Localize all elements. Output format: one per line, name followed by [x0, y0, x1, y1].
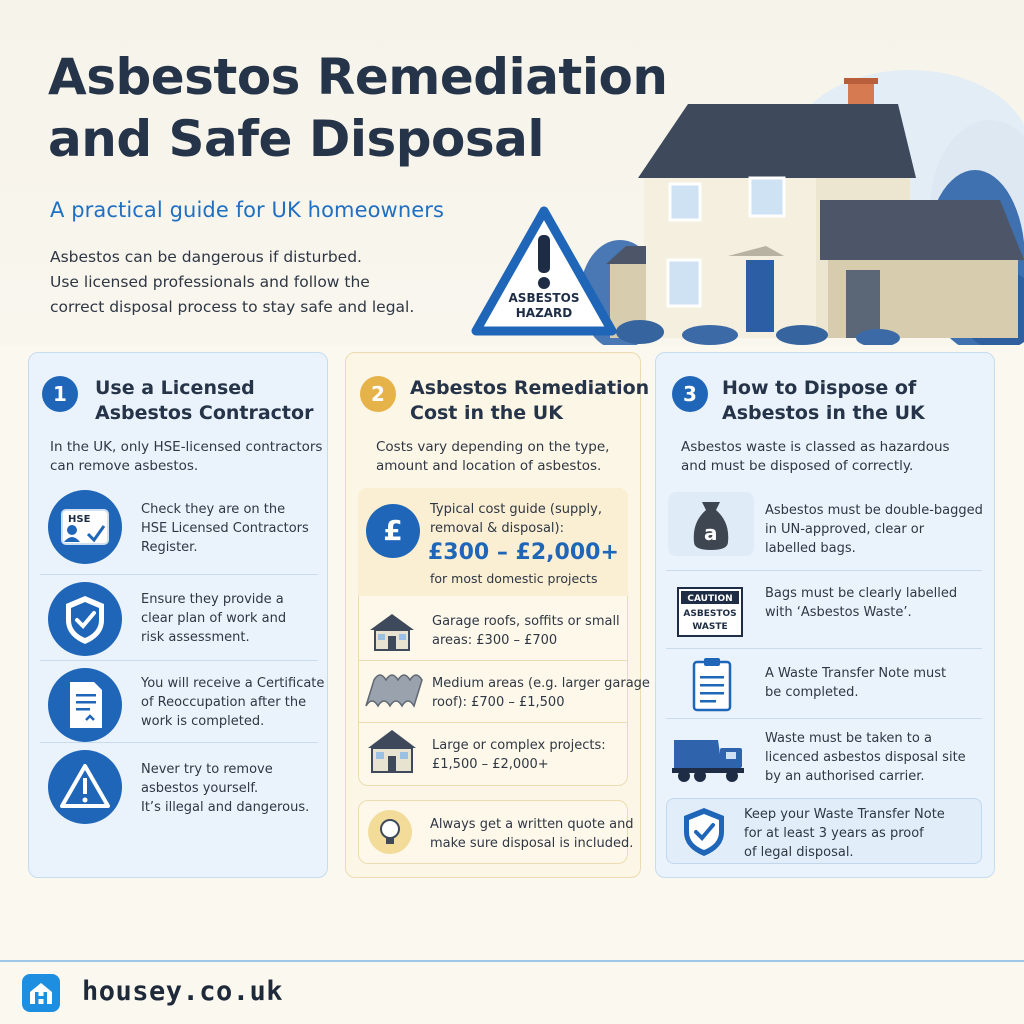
section-3-item-4 — [765, 729, 966, 786]
section-2-title-line: Asbestos Remediation — [410, 377, 650, 399]
divider — [40, 574, 318, 575]
caution-label-icon — [668, 580, 754, 644]
caution-text: CAUTION — [687, 594, 733, 604]
item-text-line: HSE Licensed Contractors — [141, 521, 309, 536]
item-text-line: licenced asbestos disposal site — [765, 750, 966, 765]
shield-check-icon — [680, 804, 728, 858]
section-number-1: 1 — [42, 376, 78, 412]
page-title — [48, 46, 708, 170]
item-text-line: Never try to remove — [141, 762, 273, 777]
title-line-2: and Safe Disposal — [48, 110, 545, 168]
bag-icon-text: a — [704, 521, 718, 545]
divider — [666, 648, 982, 649]
keep-note-text — [744, 805, 945, 862]
item-text-line: Register. — [141, 540, 198, 555]
divider — [40, 742, 318, 743]
section-2-item-2 — [432, 674, 650, 712]
item-text-line: areas: £300 – £700 — [432, 633, 558, 648]
section-3-description-line: Asbestos waste is classed as hazardous — [681, 439, 950, 455]
divider — [666, 570, 982, 571]
hse-card-icon — [48, 490, 122, 564]
section-2-item-3 — [432, 736, 606, 774]
item-text-line: be completed. — [765, 685, 859, 700]
item-text-line: Waste must be taken to a — [765, 731, 932, 746]
section-1-description-line: In the UK, only HSE-licensed contractors — [50, 439, 323, 455]
section-1-title — [95, 376, 313, 426]
intro-text — [50, 245, 450, 320]
section-1-title-line: Use a Licensed — [95, 377, 255, 399]
section-3-description-line: and must be disposed of correctly. — [681, 458, 914, 474]
section-3-item-3 — [765, 664, 946, 702]
section-number-3: 3 — [672, 376, 708, 412]
title-line-1: Asbestos Remediation — [48, 48, 668, 106]
item-text-line: roof): £700 – £1,500 — [432, 695, 565, 710]
section-3-item-1 — [765, 501, 983, 558]
cost-guide-label-line: removal & disposal): — [430, 521, 564, 536]
small-house-icon — [366, 610, 418, 654]
item-text-line: asbestos yourself. — [141, 781, 259, 796]
section-2-title — [410, 376, 649, 426]
certificate-icon — [48, 668, 122, 742]
tip-text-line: Always get a written quote and — [430, 817, 634, 832]
item-text-line: in UN-approved, clear or — [765, 522, 925, 537]
divider — [358, 660, 628, 661]
asbestos-hazard-sign — [470, 205, 618, 337]
item-text-line: Asbestos must be double-bagged — [765, 503, 983, 518]
cost-range-note: for most domestic projects — [430, 571, 598, 586]
lightbulb-icon — [368, 810, 412, 854]
section-1-item-2 — [141, 590, 286, 647]
caution-text: ASBESTOS — [683, 609, 737, 619]
item-text-line: with ‘Asbestos Waste’. — [765, 605, 912, 620]
section-3-item-2 — [765, 584, 957, 622]
intro-line: Asbestos can be dangerous if disturbed. — [50, 248, 362, 266]
keep-note-line: Keep your Waste Transfer Note — [744, 807, 945, 822]
item-text-line: work is completed. — [141, 714, 265, 729]
section-1-item-3 — [141, 674, 324, 731]
clipboard-icon — [668, 654, 754, 718]
keep-note-line: for at least 3 years as proof — [744, 826, 924, 841]
large-house-icon — [366, 728, 420, 774]
section-3-description — [681, 438, 950, 476]
section-1-description — [50, 438, 322, 476]
waste-bag-icon — [668, 492, 754, 556]
section-2-item-1 — [432, 612, 620, 650]
keep-note-line: of legal disposal. — [744, 845, 854, 860]
cost-guide-label — [430, 500, 602, 538]
hazard-label-line: ASBESTOS — [508, 291, 580, 305]
hazard-label-line: HAZARD — [515, 306, 573, 320]
corrugated-roof-icon — [362, 670, 424, 714]
page-subtitle: A practical guide for UK homeowners — [50, 198, 445, 222]
housey-logo-icon[interactable] — [22, 974, 60, 1012]
item-text-line: Garage roofs, soffits or small — [432, 614, 620, 629]
item-text-line: £1,500 – £2,000+ — [432, 757, 549, 772]
item-text-line: by an authorised carrier. — [765, 769, 925, 784]
section-1-item-1 — [141, 500, 309, 557]
section-3-title — [722, 376, 925, 426]
section-2-description-line: amount and location of asbestos. — [376, 458, 602, 474]
item-text-line: It’s illegal and dangerous. — [141, 800, 310, 815]
divider — [40, 660, 318, 661]
section-1-title-line: Asbestos Contractor — [95, 402, 314, 424]
quote-tip-text — [430, 815, 634, 853]
section-3-title-line: How to Dispose of — [722, 377, 917, 399]
truck-icon — [668, 726, 754, 790]
item-text-line: of Reoccupation after the — [141, 695, 307, 710]
item-text-line: clear plan of work and — [141, 611, 287, 626]
item-text-line: Medium areas (e.g. larger garage — [432, 676, 650, 691]
intro-line: Use licensed professionals and follow the — [50, 273, 370, 291]
site-link[interactable]: housey.co.uk — [82, 976, 284, 1007]
warning-icon — [48, 750, 122, 824]
item-text-line: labelled bags. — [765, 541, 856, 556]
divider — [666, 718, 982, 719]
section-number-2: 2 — [360, 376, 396, 412]
pound-icon: £ — [366, 504, 420, 558]
section-1-item-4 — [141, 760, 309, 817]
hse-icon-text: HSE — [68, 514, 91, 525]
tip-text-line: make sure disposal is included. — [430, 836, 634, 851]
section-2-description — [376, 438, 609, 476]
section-2-title-line: Cost in the UK — [410, 402, 563, 424]
section-2-description-line: Costs vary depending on the type, — [376, 439, 610, 455]
caution-text: WASTE — [692, 622, 728, 632]
intro-line: correct disposal process to stay safe and legal. — [50, 298, 415, 316]
hazard-label — [470, 291, 618, 321]
section-1-description-line: can remove asbestos. — [50, 458, 199, 474]
item-text-line: risk assessment. — [141, 630, 250, 645]
item-text-line: Bags must be clearly labelled — [765, 586, 958, 601]
divider — [358, 722, 628, 723]
item-text-line: You will receive a Certificate — [141, 676, 325, 691]
section-3-title-line: Asbestos in the UK — [722, 402, 925, 424]
cost-range: £300 – £2,000+ — [428, 540, 619, 565]
shield-check-icon — [48, 582, 122, 656]
item-text-line: Large or complex projects: — [432, 738, 606, 753]
item-text-line: A Waste Transfer Note must — [765, 666, 947, 681]
item-text-line: Ensure they provide a — [141, 592, 284, 607]
cost-guide-label-line: Typical cost guide (supply, — [430, 502, 602, 517]
item-text-line: Check they are on the — [141, 502, 286, 517]
